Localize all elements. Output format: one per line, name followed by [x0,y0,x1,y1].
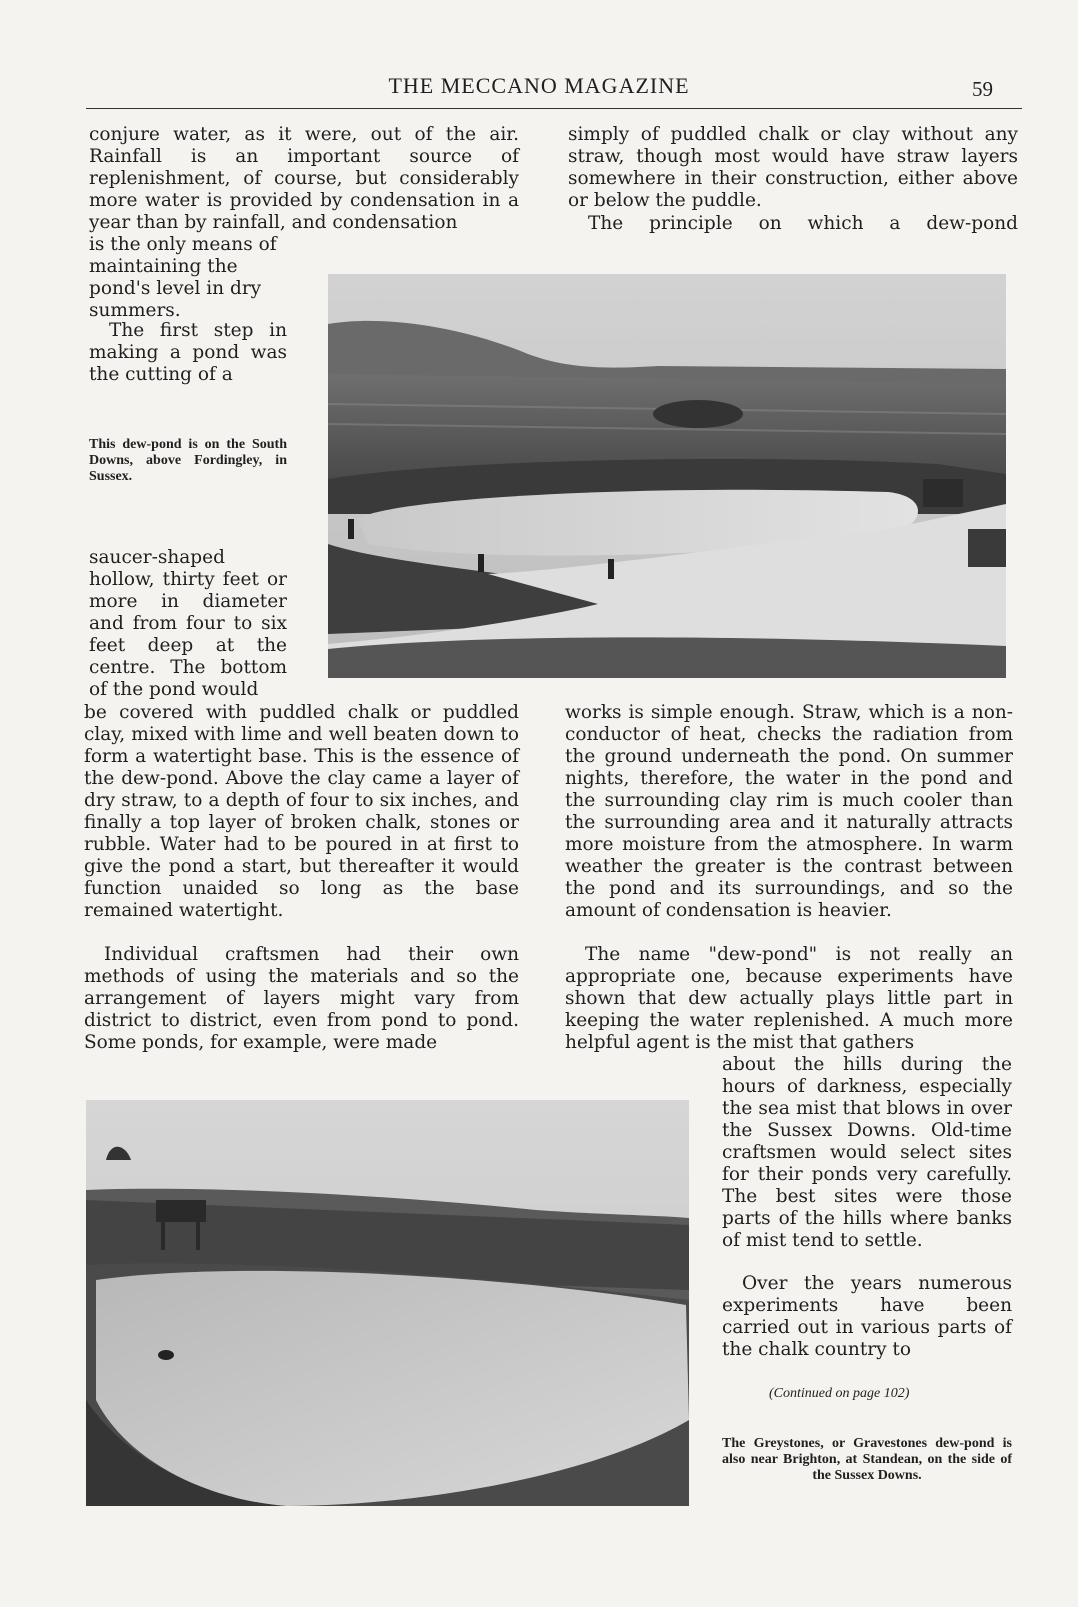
photo-south-downs-dew-pond [328,274,1006,678]
paragraph-narrow-1: is the only means of maintaining the pond's level in dry summers. [89,234,277,321]
paragraph-right-narrow-2: Over the years numerous experiments have been carried out in various parts of the chalk country to [722,1273,1012,1360]
paragraph-narrow-2: The first step in making a pond was the cutting of a [89,320,287,385]
page-number: 59 [972,77,993,101]
header-rule [86,108,1022,109]
paragraph-right-mid: works is simple enough. Straw, which is a non-conductor of heat, checks the radiation from the ground underneath the pond. On summer nights, therefore, the water in the pond and the surrounding clay rim is much cooler than the surrounding area and it naturally attracts more moisture from the atmosphere. In warm weather the greater is the contrast between the pond and its surroundings, and so the amount of condensation is heavier. [565,702,1013,921]
caption-top-photo: This dew-pond is on the South Downs, above Fordingley, in Sussex. [89,437,287,484]
paragraph-left-top: conjure water, as it were, out of the air. Rainfall is an important source of replenishment, of course, but considerably more water is provided by condensation in a year than by rainfall, and condensation [89,124,519,233]
paragraph-left-bottom-2: Individual craftsmen had their own methods of using the materials and so the arrangement of layers might vary from district to district, even from pond to pond. Some ponds, for example, were made [84,944,519,1053]
caption-bottom-photo: The Greystones, or Gravestones dew-pond is also near Brighton, at Standean, on the side of the Sussex Downs. [722,1436,1012,1483]
continued-note: (Continued on page 102) [769,1386,910,1401]
paragraph-right-top: simply of puddled chalk or clay without any straw, though most would have straw layers somewhere in their construction, either above or below the puddle. [568,124,1018,211]
paragraph-right-top-2: The principle on which a dew-pond [588,213,1018,234]
paragraph-right-mid-2: The name "dew-pond" is not really an appropriate one, because experiments have shown that dew actually plays little part in keeping the water replenished. A much more helpful agent is the mist that gathers [565,944,1013,1053]
paragraph-narrow-3: saucer-shaped hollow, thirty feet or more in diameter and from four to six feet deep at the centre. The bottom of the pond would [89,547,287,700]
photo-greystones-dew-pond [86,1100,689,1506]
page-header-title: THE MECCANO MAGAZINE [388,73,690,98]
paragraph-left-bottom: be covered with puddled chalk or puddled clay, mixed with lime and well beaten down to form a watertight base. This is the essence of the dew-pond. Above the clay came a layer of dry straw, to a depth of four to six inches, and finally a top layer of broken chalk, stones or rubble. Water had to be poured in at first to give the pond a start, but thereafter it would function unaided so long as the base remained watertight. [84,702,519,921]
paragraph-right-narrow-1: about the hills during the hours of darkness, especially the sea mist that blows in over the Sussex Downs. Old-time craftsmen would select sites for their ponds very carefully. The best sites were those parts of the hills where banks of mist tend to settle. [722,1054,1012,1251]
